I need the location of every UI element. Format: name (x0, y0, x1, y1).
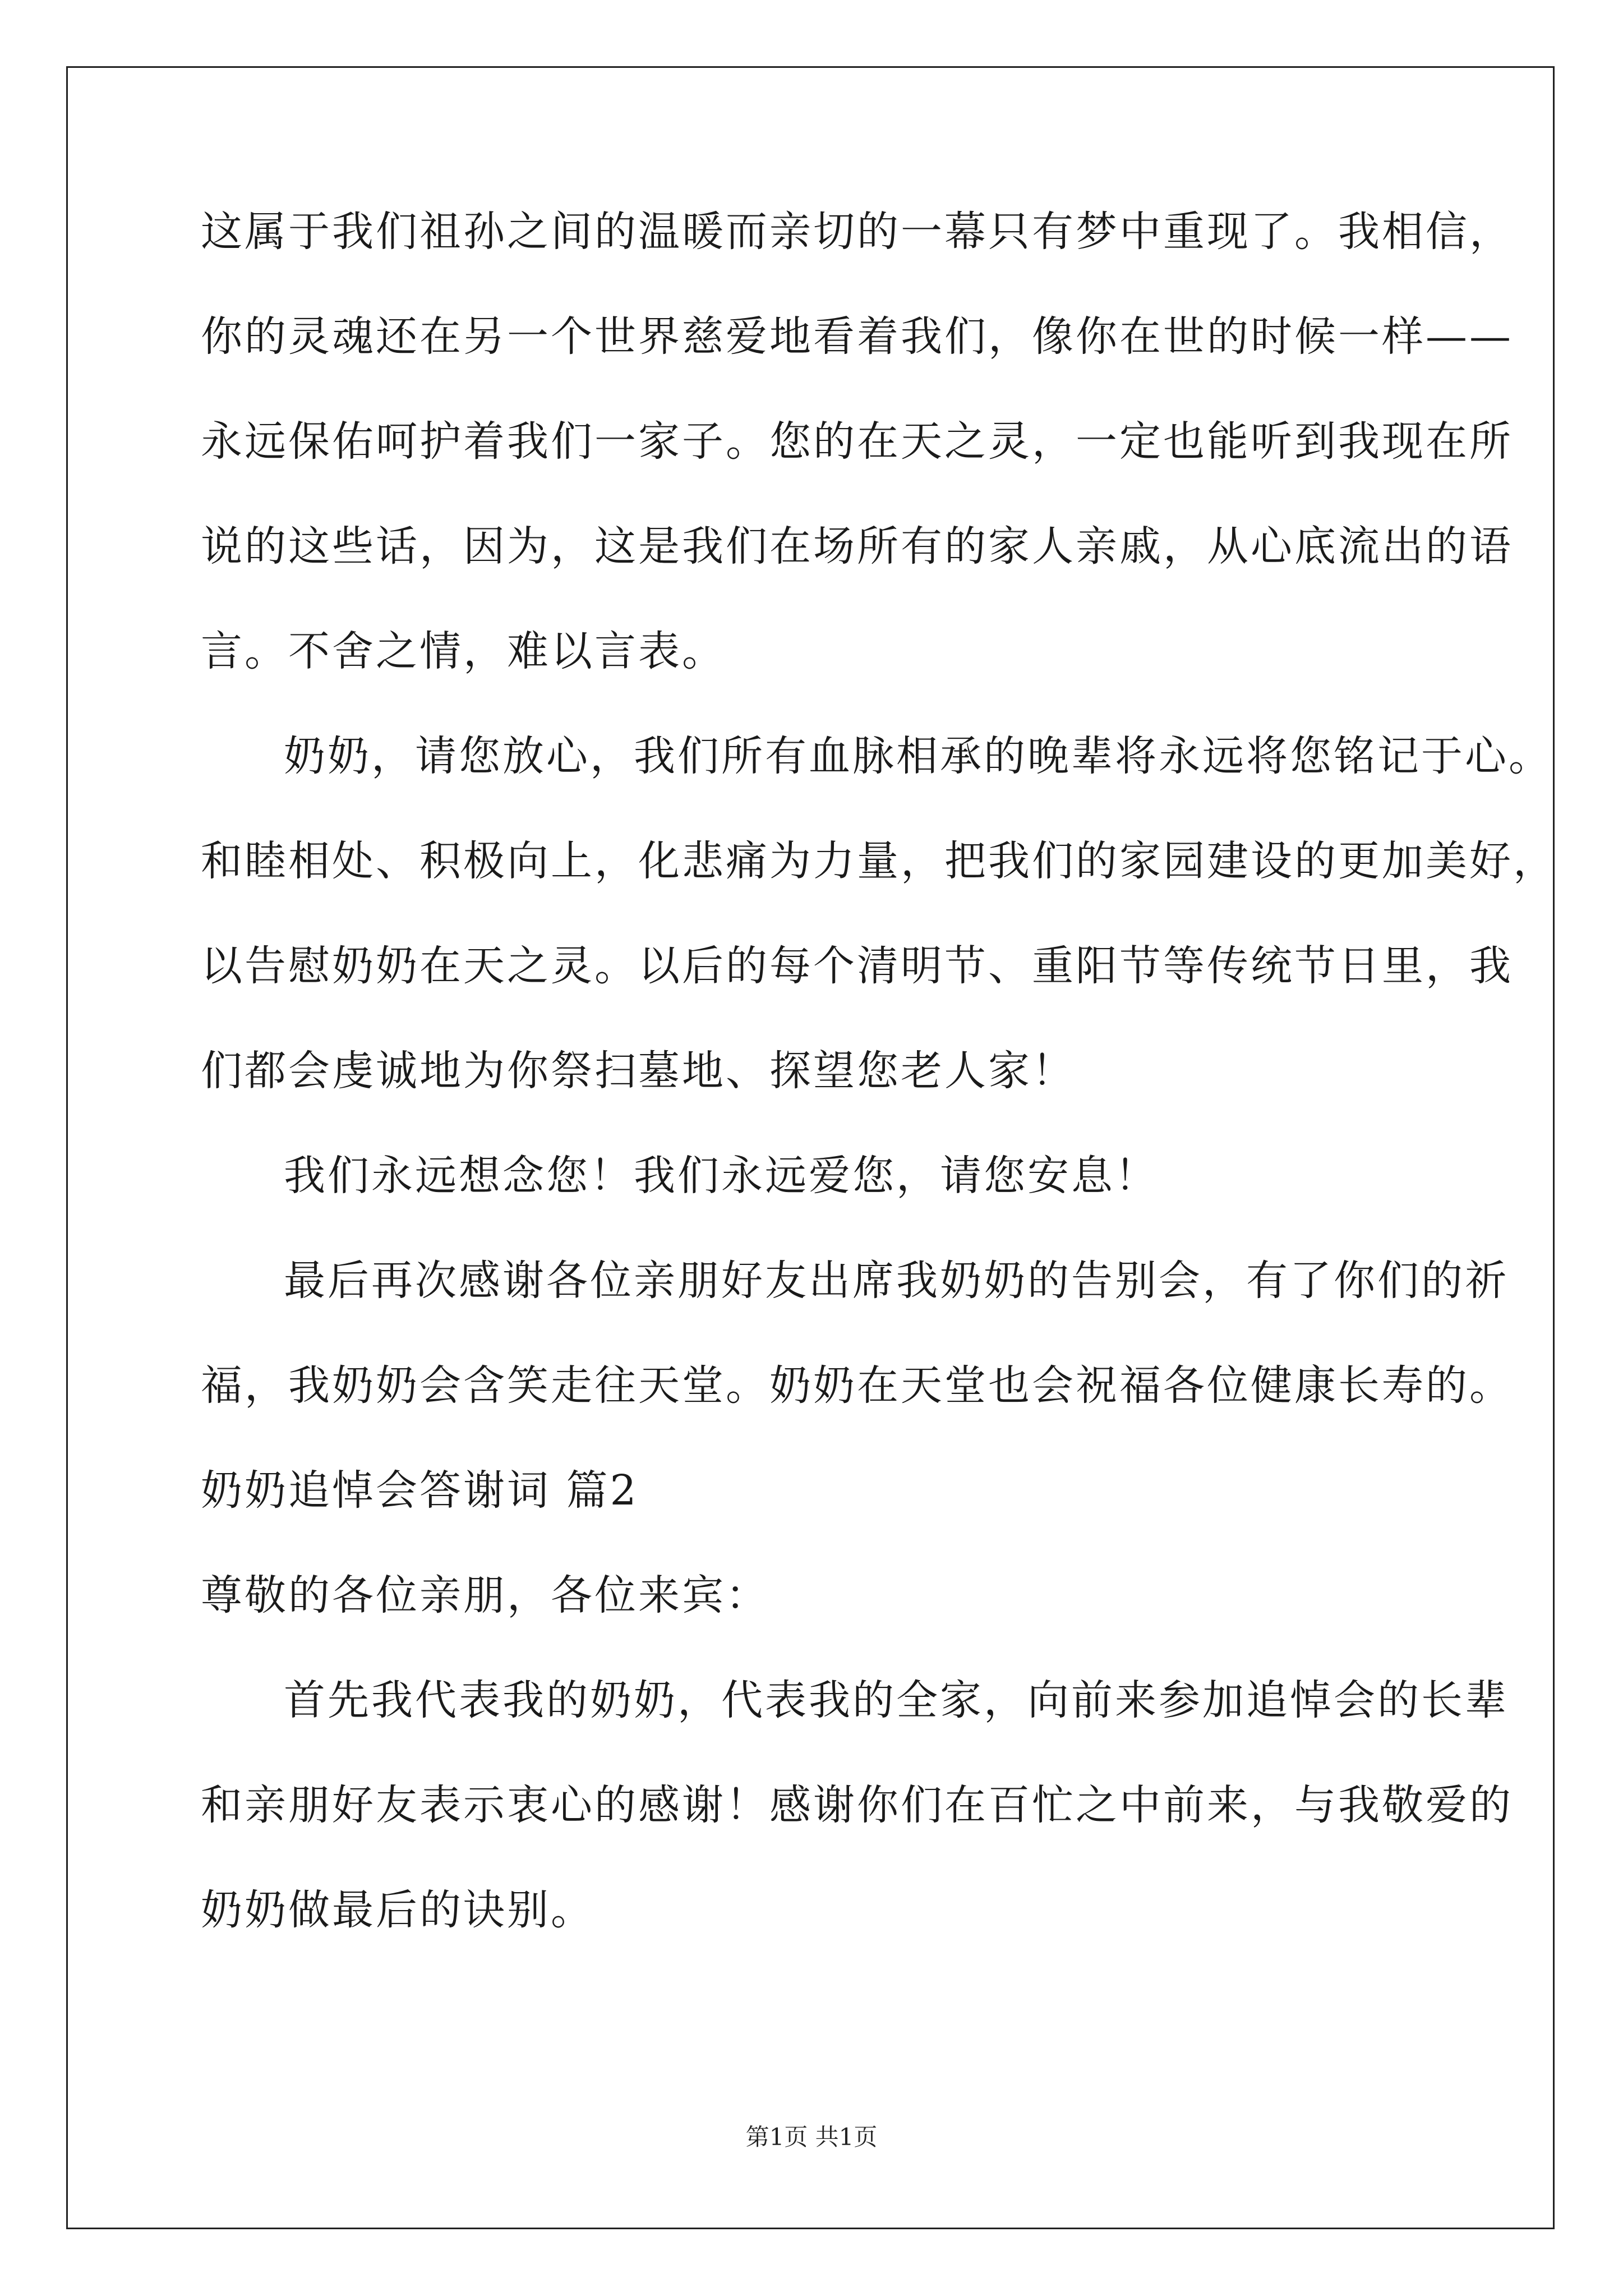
text-line-16: 和亲朋好友表示衷心的感谢！感谢你们在百忙之中前来，与我敬爱的 (201, 1781, 1513, 1829)
text-line-9: 们都会虔诚地为你祭扫墓地、探望您老人家！ (201, 1047, 1076, 1095)
text-line-8: 以告慰奶奶在天之灵。以后的每个清明节、重阳节等传统节日里，我 (201, 942, 1513, 990)
text-line-3: 永远保佑呵护着我们一家子。您的在天之灵，一定也能听到我现在所 (201, 417, 1513, 466)
text-line-1: 这属于我们祖孙之间的温暖而亲切的一幕只有梦中重现了。我相信， (201, 208, 1513, 256)
text-line-6: 奶奶，请您放心，我们所有血脉相承的晚辈将永远将您铭记于心。 (284, 732, 1552, 780)
text-line-4: 说的这些话，因为，这是我们在场所有的家人亲戚，从心底流出的语 (201, 522, 1513, 570)
text-line-12: 福，我奶奶会含笑走往天堂。奶奶在天堂也会祝福各位健康长寿的。 (201, 1361, 1513, 1410)
text-line-11: 最后再次感谢各位亲朋好友出席我奶奶的告别会，有了你们的祈 (284, 1257, 1509, 1305)
page-number-footer: 第1页 共1页 (745, 2123, 878, 2151)
text-line-10: 我们永远想念您！我们永远爱您，请您安息！ (284, 1152, 1159, 1200)
section-heading: 奶奶追悼会答谢词 篇2 (201, 1466, 639, 1515)
text-line-5: 言。不舍之情，难以言表。 (201, 627, 726, 675)
salutation: 尊敬的各位亲朋，各位来宾： (201, 1571, 769, 1619)
text-line-17: 奶奶做最后的诀别。 (201, 1886, 594, 1934)
text-line-2: 你的灵魂还在另一个世界慈爱地看着我们，像你在世的时候一样—— (201, 312, 1513, 361)
text-line-7: 和睦相处、积极向上，化悲痛为力量，把我们的家园建设的更加美好， (201, 837, 1557, 885)
text-line-15: 首先我代表我的奶奶，代表我的全家，向前来参加追悼会的长辈 (284, 1676, 1509, 1724)
